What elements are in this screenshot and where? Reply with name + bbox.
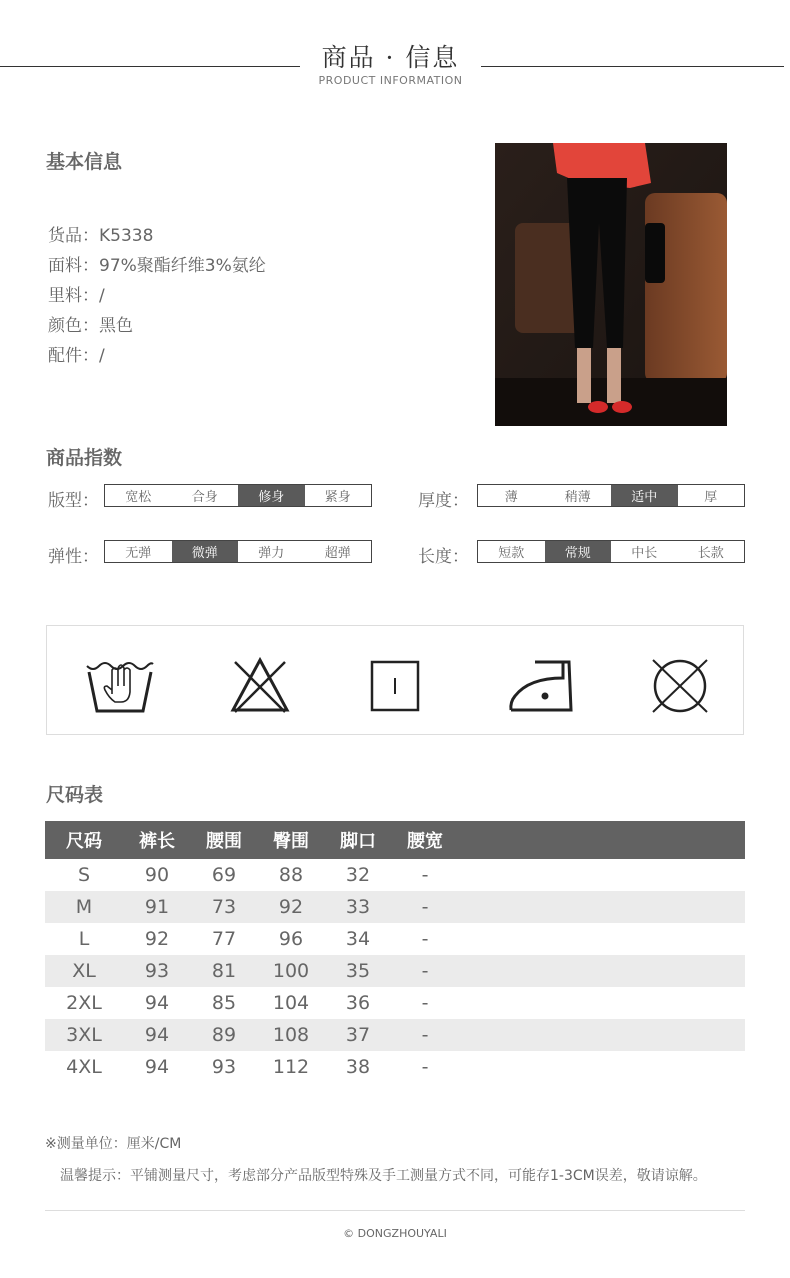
column-header: 脚口 (340, 831, 376, 852)
index-option: 无弹 (125, 546, 152, 561)
table-cell: - (421, 896, 429, 918)
index-option-selected: 适中 (611, 485, 678, 506)
table-cell: 108 (272, 1024, 310, 1046)
index-label-length: 长度： (418, 547, 469, 567)
copyright-text: © DONGZHOUYALI (343, 1227, 447, 1240)
table-cell: 32 (345, 864, 371, 886)
index-scale-fit (104, 484, 372, 507)
table-cell: 90 (144, 864, 170, 886)
table-cell: L (78, 928, 90, 950)
table-cell: M (75, 896, 93, 918)
column-header: 腰宽 (407, 831, 443, 852)
index-scale-elasticity (104, 540, 372, 563)
header-rule-right (481, 66, 784, 67)
header-rule-left (0, 66, 300, 67)
table-cell: 4XL (66, 1056, 102, 1078)
index-option-selected: 微弹 (172, 541, 239, 562)
table-cell: 89 (211, 1024, 237, 1046)
measurement-tip-note: 温馨提示：平铺测量尺寸，考虑部分产品版型特殊及手工测量方式不同，可能存1-3CM误差，敬请谅解。 (60, 1168, 707, 1184)
iron-low-icon (507, 656, 577, 716)
table-cell: 85 (211, 992, 237, 1014)
table-cell: 91 (144, 896, 170, 918)
index-label-thickness: 厚度： (418, 491, 469, 511)
table-row (45, 987, 745, 1019)
table-cell: - (421, 1056, 429, 1078)
column-header: 臀围 (273, 831, 309, 852)
column-header: 腰围 (206, 831, 242, 852)
table-row (45, 1051, 745, 1083)
table-cell: XL (72, 960, 96, 982)
index-option: 长款 (697, 546, 724, 561)
table-cell: 92 (278, 896, 304, 918)
table-row (45, 859, 745, 891)
index-option: 宽松 (125, 490, 152, 505)
table-cell: 38 (345, 1056, 371, 1078)
table-cell: 94 (144, 1056, 170, 1078)
table-cell: 93 (144, 960, 170, 982)
table-cell: 2XL (66, 992, 102, 1014)
info-item-code: 货品：K5338 (48, 226, 154, 246)
index-option: 薄 (504, 490, 518, 505)
table-cell: 81 (211, 960, 237, 982)
table-cell: 112 (272, 1056, 310, 1078)
table-cell: - (421, 992, 429, 1014)
table-row (45, 1019, 745, 1051)
table-cell: 34 (345, 928, 371, 950)
section-header-subtitle: PRODUCT INFORMATION (318, 74, 463, 87)
index-option: 弹力 (258, 546, 285, 561)
table-cell: 88 (278, 864, 304, 886)
index-option: 中长 (631, 546, 658, 561)
column-header: 裤长 (139, 831, 175, 852)
index-scale-thickness (477, 484, 745, 507)
index-option: 超弹 (324, 546, 351, 561)
table-row (45, 923, 745, 955)
section-header-title: 商品 · 信息 (321, 43, 460, 72)
table-cell: 93 (211, 1056, 237, 1078)
table-cell: 77 (211, 928, 237, 950)
table-row (45, 955, 745, 987)
index-option: 紧身 (324, 490, 351, 505)
table-cell: 36 (345, 992, 371, 1014)
table-cell: 73 (211, 896, 237, 918)
measurement-unit-note: ※测量单位：厘米/CM (45, 1136, 182, 1152)
table-cell: S (77, 864, 91, 886)
index-option-selected: 常规 (545, 541, 612, 562)
table-cell: 100 (272, 960, 310, 982)
table-row (45, 891, 745, 923)
table-cell: - (421, 960, 429, 982)
table-cell: 94 (144, 992, 170, 1014)
index-option: 合身 (191, 490, 218, 505)
tumble-dry-icon (361, 656, 431, 716)
info-item-fabric: 面料：97%聚酯纤维3%氨纶 (48, 256, 266, 276)
index-option: 厚 (704, 490, 718, 505)
no-dry-clean-icon (645, 656, 715, 716)
index-label-fit: 版型： (48, 491, 99, 511)
no-bleach-icon (225, 656, 295, 716)
index-title: 商品指数 (46, 447, 123, 469)
table-cell: 96 (278, 928, 304, 950)
hand-wash-icon (85, 656, 155, 716)
index-option: 稍薄 (564, 490, 591, 505)
column-header: 尺码 (66, 831, 102, 852)
index-option: 短款 (498, 546, 525, 561)
table-cell: - (421, 1024, 429, 1046)
table-cell: 37 (345, 1024, 371, 1046)
table-header (45, 821, 745, 859)
table-cell: 3XL (66, 1024, 102, 1046)
table-cell: - (421, 864, 429, 886)
info-item-color: 颜色：黑色 (48, 316, 133, 336)
table-cell: 104 (272, 992, 310, 1014)
table-cell: 94 (144, 1024, 170, 1046)
size-table-title: 尺码表 (46, 784, 104, 806)
size-table (45, 821, 745, 1083)
table-cell: 35 (345, 960, 371, 982)
info-item-accessories: 配件：/ (48, 346, 105, 366)
index-scale-length (477, 540, 745, 563)
index-option-selected: 修身 (238, 485, 305, 506)
care-instructions-panel (46, 625, 744, 735)
table-cell: 92 (144, 928, 170, 950)
info-item-lining: 里料：/ (48, 286, 105, 306)
table-cell: 69 (211, 864, 237, 886)
footer-divider (45, 1210, 745, 1211)
table-cell: - (421, 928, 429, 950)
table-cell: 33 (345, 896, 371, 918)
index-label-elasticity: 弹性： (48, 547, 99, 567)
basic-info-title: 基本信息 (46, 151, 123, 173)
product-photo (495, 143, 727, 426)
